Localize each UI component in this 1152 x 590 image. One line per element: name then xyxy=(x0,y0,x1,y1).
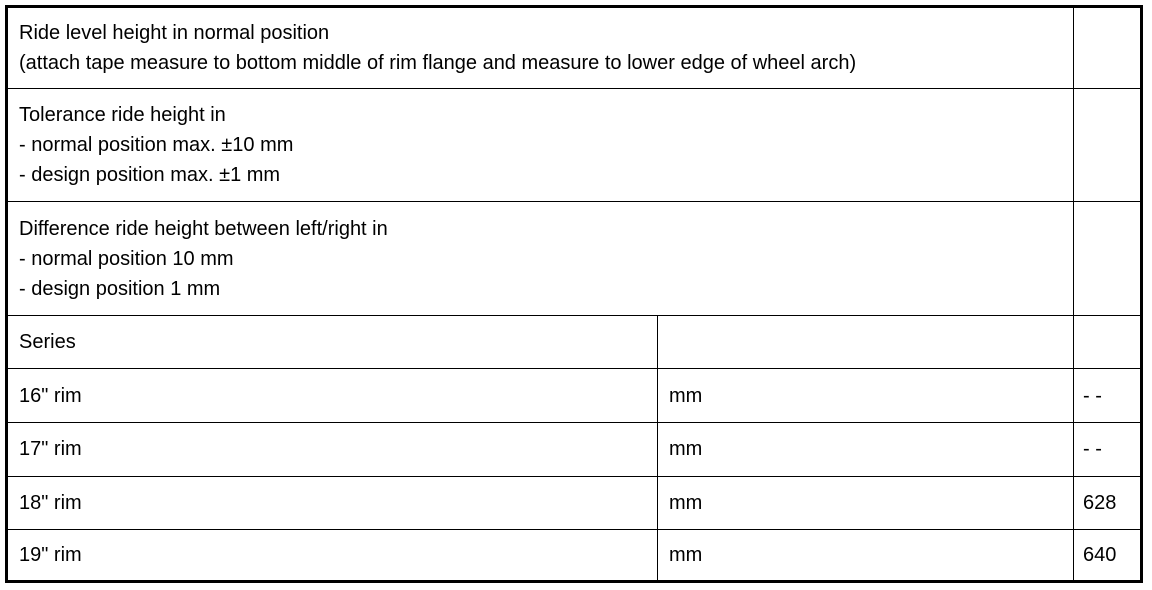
unit-cell: mm xyxy=(658,423,1074,477)
unit-cell: mm xyxy=(658,530,1074,582)
tolerance-note-row xyxy=(7,88,1142,201)
ride-level-value-cell xyxy=(1074,7,1142,89)
difference-note: Difference ride height between left/right in - normal position 10 mm - design position 1 mm xyxy=(7,202,1074,315)
rim-label: 19" rim xyxy=(7,530,658,582)
tolerance-value-cell xyxy=(1074,88,1142,201)
table-row xyxy=(7,530,1142,582)
ride-level-note-row xyxy=(7,7,1142,89)
ride-height-spec-table xyxy=(5,5,1143,583)
rim-label: 18" rim xyxy=(7,476,658,530)
difference-value-cell xyxy=(1074,202,1142,315)
ride-level-note: Ride level height in normal position (attach tape measure to bottom middle of rim flange and measure to lower edge of wheel arch) xyxy=(7,7,1074,89)
unit-cell: mm xyxy=(658,369,1074,423)
value-cell: 640 xyxy=(1074,530,1142,582)
value-cell: 628 xyxy=(1074,476,1142,530)
rim-label: 17" rim xyxy=(7,423,658,477)
value-header-cell xyxy=(1074,315,1142,369)
table-row xyxy=(7,369,1142,423)
series-label: Series xyxy=(7,315,658,369)
table-row xyxy=(7,423,1142,477)
unit-header-cell xyxy=(658,315,1074,369)
table-row xyxy=(7,476,1142,530)
value-cell: - - xyxy=(1074,369,1142,423)
series-header-row xyxy=(7,315,1142,369)
unit-cell: mm xyxy=(658,476,1074,530)
tolerance-note: Tolerance ride height in - normal position max. ±10 mm - design position max. ±1 mm xyxy=(7,88,1074,201)
rim-label: 16" rim xyxy=(7,369,658,423)
value-cell: - - xyxy=(1074,423,1142,477)
difference-note-row xyxy=(7,202,1142,315)
